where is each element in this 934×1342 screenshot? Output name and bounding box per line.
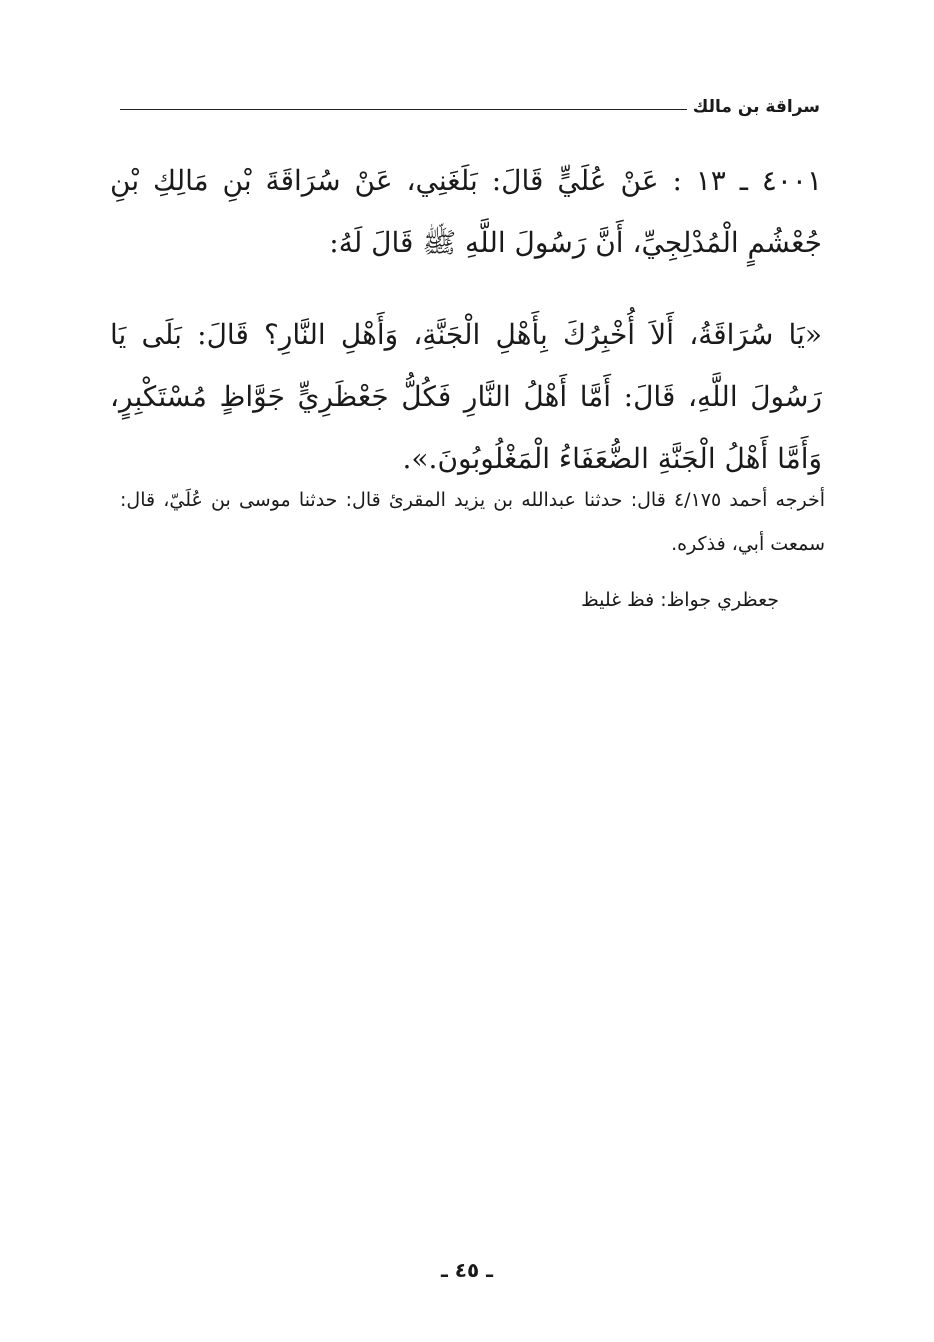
- hadith-matn: «يَا سُرَاقَةُ، أَلاَ أُخْبِرُكَ بِأَهْلِ الْجَنَّةِ، وَأَهْلِ النَّارِ؟ قَالَ: بَلَى يَا رَسُولَ اللَّهِ، قَالَ: أَمَّا أَهْلُ النَّارِ فَكُلُّ جَعْظَرِيٍّ جَوَّاظٍ مُسْتَكْبِرٍ، وَأَمَّا أَهْلُ الْجَنَّةِ الضُّعَفَاءُ الْمَغْلُوبُونَ.».: [110, 318, 822, 475]
- hadith-isnad: ٤٠٠١ ـ ١٣ : عَنْ عُلَيٍّ قَالَ: بَلَغَنِي، عَنْ سُرَاقَةَ بْنِ مَالِكِ بْنِ جُعْشُمٍ الْمُدْلِجِيِّ، أَنَّ رَسُولَ اللَّهِ ﷺ قَالَ لَهُ:: [110, 164, 822, 259]
- page-number: ـ ٤٥ ـ: [440, 1258, 494, 1282]
- word-gloss: جعظري جواظ: فظ غليظ: [581, 589, 779, 611]
- hadith-block: [110, 150, 822, 490]
- header-rule: [120, 109, 687, 110]
- takhrij-note: أخرجه أحمد ٤/١٧٥ قال: حدثنا عبدالله بن يزيد المقرئ قال: حدثنا موسى بن عُلَيّ، قال: سمعت أبي، فذكره.: [120, 489, 825, 555]
- running-title: سراقة بن مالك: [692, 97, 820, 117]
- running-header: [120, 92, 820, 122]
- footnote-block: [120, 478, 825, 622]
